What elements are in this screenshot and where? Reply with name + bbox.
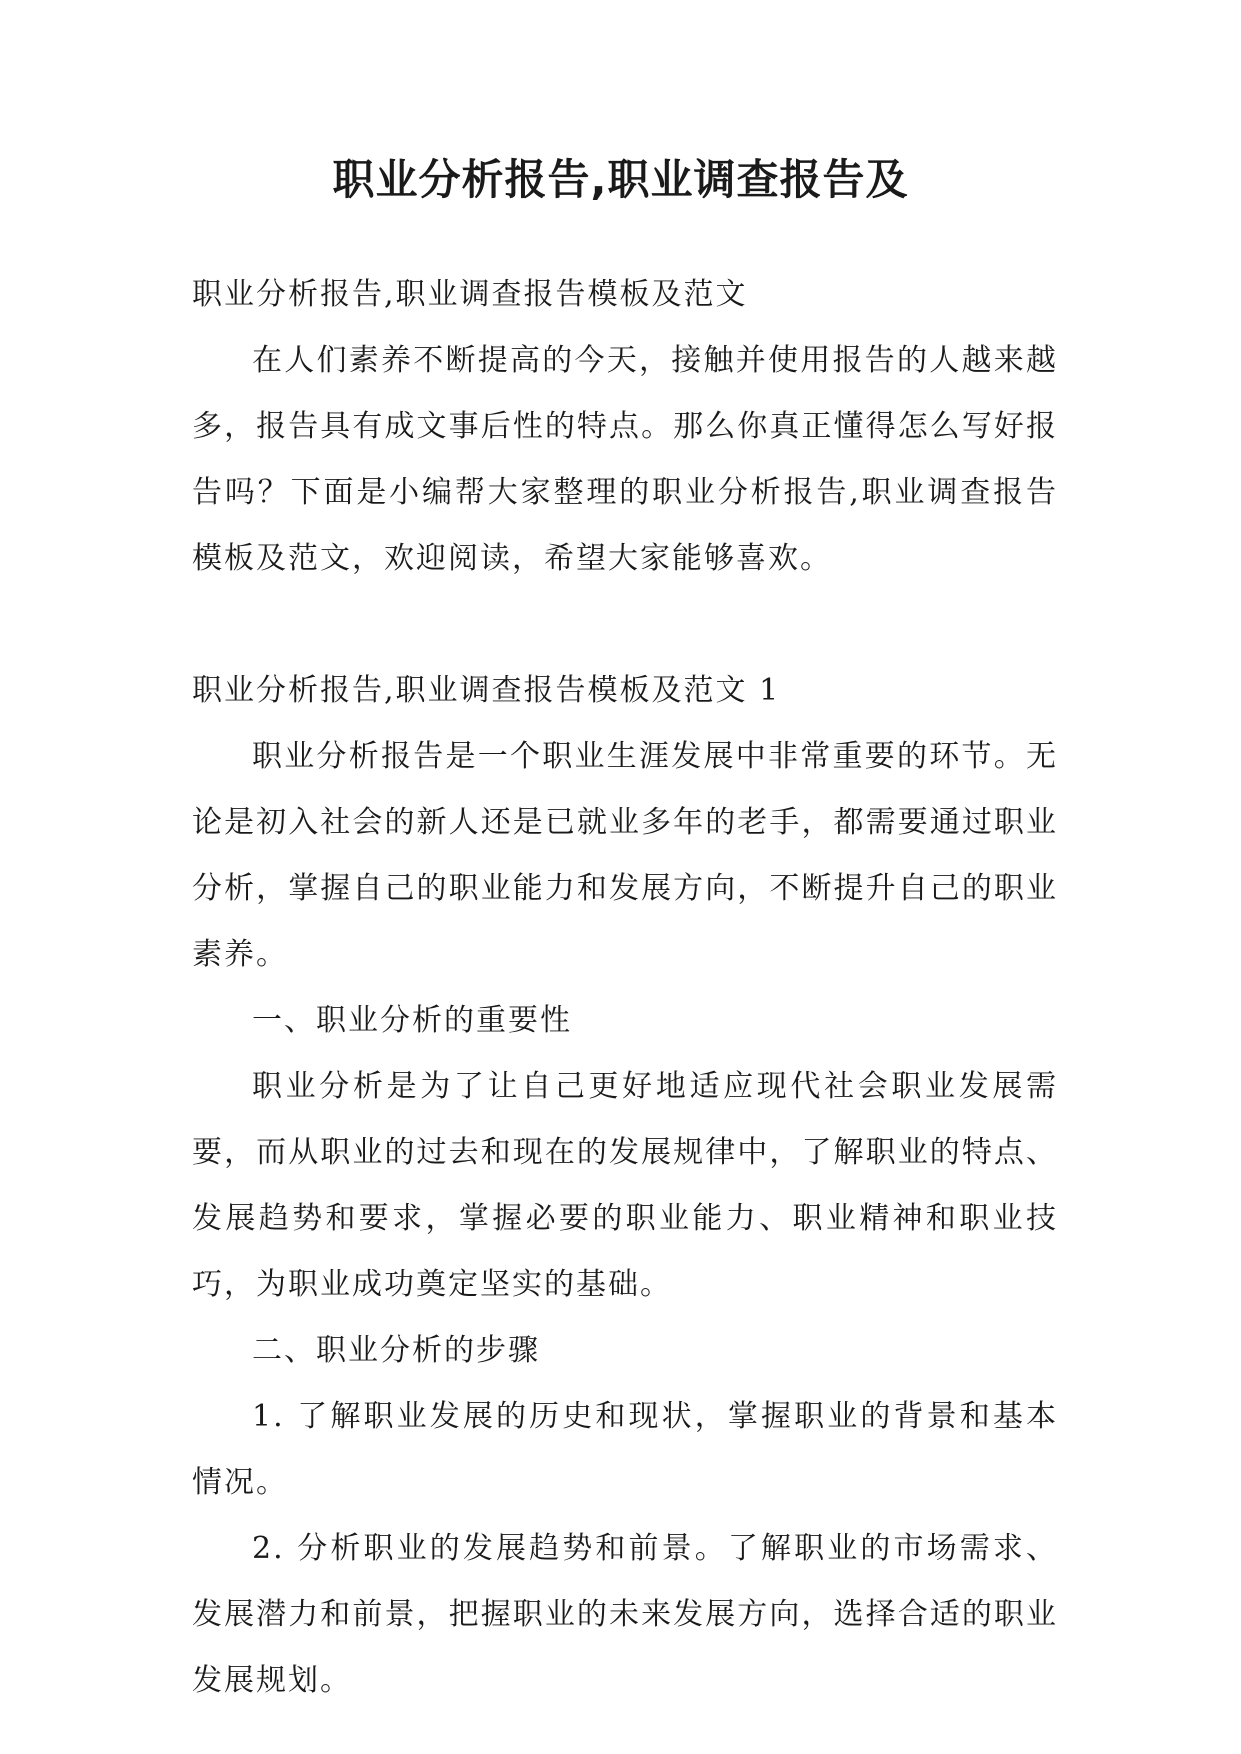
document-body — [192, 262, 1058, 1714]
importance-paragraph: 职业分析是为了让自己更好地适应现代社会职业发展需要，而从职业的过去和现在的发展规律中，了解职业的特点、发展趋势和要求，掌握必要的职业能力、职业精神和职业技巧，为职业成功奠定坚实的基础。 — [192, 1069, 1058, 1302]
paragraph-spacer — [192, 592, 1058, 658]
step-item-2: 2. 分析职业的发展趋势和前景。了解职业的市场需求、发展潜力和前景，把握职业的未来发展方向，选择合适的职业发展规划。 — [192, 1531, 1058, 1698]
importance-heading: 一、职业分析的重要性 — [252, 1003, 572, 1038]
steps-heading: 二、职业分析的步骤 — [252, 1333, 540, 1368]
section-paragraph: 职业分析报告是一个职业生涯发展中非常重要的环节。无论是初入社会的新人还是已就业多年的老手，都需要通过职业分析，掌握自己的职业能力和发展方向，不断提升自己的职业素养。 — [192, 739, 1058, 972]
step-item-1: 1. 了解职业发展的历史和现状，掌握职业的背景和基本情况。 — [192, 1399, 1058, 1500]
document-title: 职业分析报告,职业调查报告及 — [332, 155, 909, 204]
intro-paragraph: 在人们素养不断提高的今天，接触并使用报告的人越来越多，报告具有成文事后性的特点。那么你真正懂得怎么写好报告吗？下面是小编帮大家整理的职业分析报告,职业调查报告模板及范文，欢迎阅读，希望大家能够喜欢。 — [192, 343, 1058, 576]
section-heading: 职业分析报告,职业调查报告模板及范文 1 — [192, 673, 781, 708]
document-subtitle: 职业分析报告,职业调查报告模板及范文 — [192, 277, 748, 312]
